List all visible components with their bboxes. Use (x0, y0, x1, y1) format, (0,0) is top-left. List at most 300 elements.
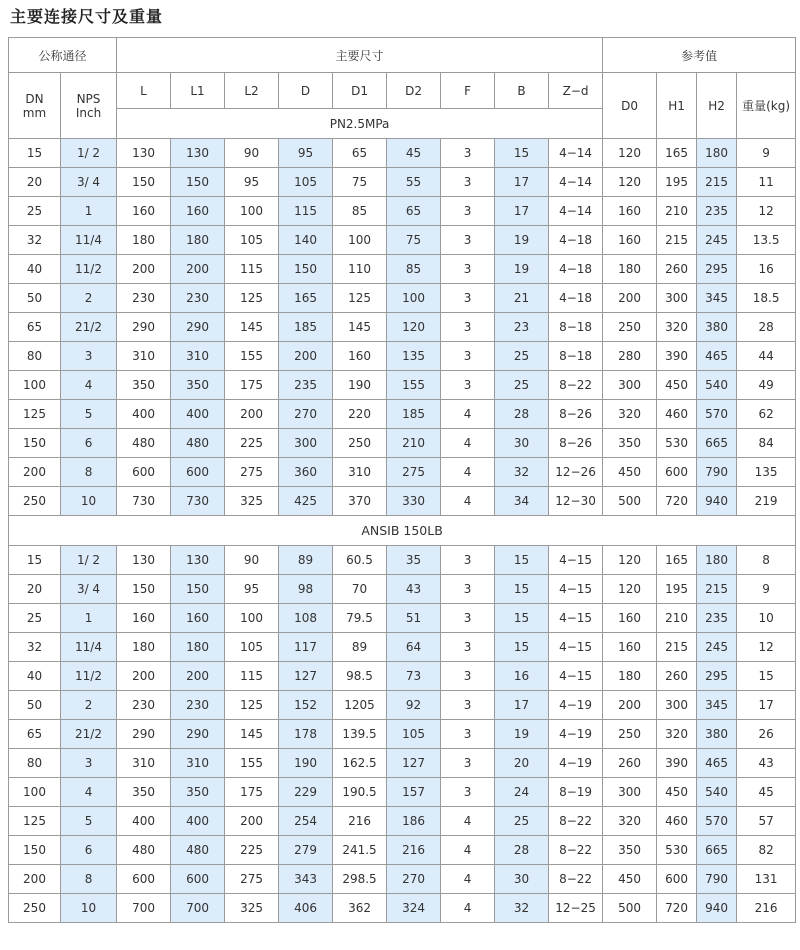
table-cell: 4 (441, 865, 495, 894)
table-cell: 310 (117, 749, 171, 778)
table-cell: 310 (171, 749, 225, 778)
table-cell: 11/2 (61, 255, 117, 284)
table-cell: 180 (603, 255, 657, 284)
table-cell: 8−26 (549, 429, 603, 458)
table-cell: 245 (697, 226, 737, 255)
table-cell: 130 (117, 546, 171, 575)
table-cell: 130 (117, 139, 171, 168)
table-cell: 139.5 (333, 720, 387, 749)
table-cell: 90 (225, 139, 279, 168)
table-cell: 400 (171, 807, 225, 836)
table-cell: 3 (441, 139, 495, 168)
table-cell: 100 (225, 604, 279, 633)
table-cell: 300 (603, 778, 657, 807)
table-cell: 4−14 (549, 139, 603, 168)
table-cell: 325 (225, 487, 279, 516)
table-cell: 80 (9, 749, 61, 778)
table-cell: 260 (657, 255, 697, 284)
table-cell: 460 (657, 400, 697, 429)
table-cell: 295 (697, 662, 737, 691)
table-cell: 55 (387, 168, 441, 197)
table-cell: 530 (657, 429, 697, 458)
table-cell: 95 (279, 139, 333, 168)
table-cell: 370 (333, 487, 387, 516)
table-cell: 290 (117, 313, 171, 342)
table-cell: 940 (697, 487, 737, 516)
table-row (9, 720, 796, 749)
table-cell: 11/2 (61, 662, 117, 691)
table-cell: 125 (333, 284, 387, 313)
table-cell: 540 (697, 778, 737, 807)
table-cell: 215 (657, 226, 697, 255)
table-cell: 40 (9, 662, 61, 691)
table-cell: 570 (697, 807, 737, 836)
table-cell: 4 (441, 458, 495, 487)
table-cell: 19 (495, 720, 549, 749)
table-cell: 10 (737, 604, 796, 633)
table-cell: 3 (441, 284, 495, 313)
table-cell: 100 (387, 284, 441, 313)
table-cell: 89 (333, 633, 387, 662)
table-cell: 600 (171, 458, 225, 487)
header-col: D0 (603, 73, 657, 139)
table-cell: 300 (279, 429, 333, 458)
table-cell: 310 (171, 342, 225, 371)
table-cell: 235 (697, 604, 737, 633)
table-cell: 75 (387, 226, 441, 255)
table-cell: 150 (171, 575, 225, 604)
table-cell: 345 (697, 284, 737, 313)
table-cell: 30 (495, 429, 549, 458)
table-cell: 26 (737, 720, 796, 749)
table-cell: 200 (603, 284, 657, 313)
table-cell: 65 (333, 139, 387, 168)
table-cell: 25 (495, 807, 549, 836)
table-cell: 216 (387, 836, 441, 865)
table-cell: 190 (279, 749, 333, 778)
table-row (9, 458, 796, 487)
table-cell: 12−26 (549, 458, 603, 487)
table-cell: 3 (441, 168, 495, 197)
table-cell: 57 (737, 807, 796, 836)
table-cell: 3 (441, 662, 495, 691)
table-cell: 230 (171, 284, 225, 313)
table-cell: 4−19 (549, 691, 603, 720)
table-row (9, 633, 796, 662)
table-cell: 500 (603, 894, 657, 923)
table-cell: 215 (657, 633, 697, 662)
table-cell: 17 (495, 691, 549, 720)
table-cell: 145 (333, 313, 387, 342)
table-cell: 1 (61, 197, 117, 226)
header-col: D (279, 73, 333, 109)
table-cell: 200 (603, 691, 657, 720)
table-cell: 152 (279, 691, 333, 720)
table-cell: 200 (171, 255, 225, 284)
table-cell: 175 (225, 778, 279, 807)
table-cell: 4−14 (549, 168, 603, 197)
table-cell: 25 (9, 197, 61, 226)
page-title: 主要连接尺寸及重量 (10, 7, 164, 26)
table-cell: 600 (117, 865, 171, 894)
table-cell: 117 (279, 633, 333, 662)
table-cell: 9 (737, 139, 796, 168)
table-cell: 11/4 (61, 633, 117, 662)
table-cell: 145 (225, 720, 279, 749)
table-cell: 210 (387, 429, 441, 458)
table-cell: 150 (9, 429, 61, 458)
table-cell: 40 (9, 255, 61, 284)
table-row (9, 575, 796, 604)
table-cell: 310 (117, 342, 171, 371)
table-cell: 45 (737, 778, 796, 807)
table-row (9, 400, 796, 429)
header-nps (61, 73, 117, 139)
table-cell: 3 (441, 313, 495, 342)
table-cell: 720 (657, 487, 697, 516)
header-dn (9, 73, 61, 139)
table-cell: 279 (279, 836, 333, 865)
table-cell: 600 (657, 865, 697, 894)
table-cell: 380 (697, 720, 737, 749)
table-row (9, 807, 796, 836)
header-dn-label: DN (25, 91, 44, 106)
table-cell: 245 (697, 633, 737, 662)
table-cell: 4 (441, 894, 495, 923)
table-cell: 3 (441, 575, 495, 604)
table-cell: 32 (9, 226, 61, 255)
table-cell: 2 (61, 691, 117, 720)
table-cell: 105 (225, 226, 279, 255)
table-cell: 450 (657, 371, 697, 400)
table-cell: 3 (441, 197, 495, 226)
table-cell: 500 (603, 487, 657, 516)
table-cell: 120 (387, 313, 441, 342)
table-cell: 219 (737, 487, 796, 516)
table-cell: 480 (171, 836, 225, 865)
table-cell: 235 (697, 197, 737, 226)
table-cell: 3 (441, 226, 495, 255)
table-cell: 180 (117, 226, 171, 255)
table-cell: 130 (171, 139, 225, 168)
table-cell: 32 (9, 633, 61, 662)
table-cell: 17 (495, 168, 549, 197)
table-cell: 165 (657, 546, 697, 575)
table-cell: 70 (333, 575, 387, 604)
header-reference-values: 参考值 (603, 38, 796, 73)
table-cell: 20 (9, 168, 61, 197)
table-cell: 400 (171, 400, 225, 429)
table-cell: 50 (9, 284, 61, 313)
table-cell: 480 (117, 836, 171, 865)
table-cell: 15 (495, 139, 549, 168)
table-cell: 17 (737, 691, 796, 720)
table-cell: 290 (117, 720, 171, 749)
table-cell: 360 (279, 458, 333, 487)
table-cell: 135 (387, 342, 441, 371)
table-cell: 465 (697, 749, 737, 778)
table-cell: 162.5 (333, 749, 387, 778)
table-cell: 700 (171, 894, 225, 923)
table-cell: 730 (171, 487, 225, 516)
dimension-table (8, 37, 796, 923)
table-cell: 350 (171, 371, 225, 400)
table-cell: 65 (9, 720, 61, 749)
table-cell: 6 (61, 836, 117, 865)
table-cell: 200 (225, 400, 279, 429)
table-cell: 25 (495, 371, 549, 400)
table-row (9, 604, 796, 633)
table-cell: 186 (387, 807, 441, 836)
table-cell: 4−15 (549, 575, 603, 604)
table-cell: 4 (441, 836, 495, 865)
table-cell: 120 (603, 575, 657, 604)
table-cell: 190.5 (333, 778, 387, 807)
table-cell: 3 (441, 255, 495, 284)
table-cell: 15 (9, 546, 61, 575)
table-cell: 21/2 (61, 720, 117, 749)
table-cell: 180 (697, 139, 737, 168)
table-cell: 390 (657, 749, 697, 778)
table-cell: 64 (387, 633, 441, 662)
table-cell: 180 (171, 226, 225, 255)
table-cell: 160 (333, 342, 387, 371)
table-row (9, 836, 796, 865)
table-cell: 4−18 (549, 255, 603, 284)
table-cell: 28 (495, 400, 549, 429)
table-cell: 60.5 (333, 546, 387, 575)
table-cell: 175 (225, 371, 279, 400)
table-cell: 20 (495, 749, 549, 778)
table-cell: 105 (225, 633, 279, 662)
table-cell: 115 (225, 255, 279, 284)
table-cell: 180 (117, 633, 171, 662)
table-cell: 4−15 (549, 633, 603, 662)
table-cell: 345 (697, 691, 737, 720)
table-cell: 330 (387, 487, 441, 516)
header-col: H1 (657, 73, 697, 139)
table-cell: 4−14 (549, 197, 603, 226)
table-cell: 150 (9, 836, 61, 865)
table-row (9, 139, 796, 168)
table-cell: 95 (225, 168, 279, 197)
table-cell: 425 (279, 487, 333, 516)
table-cell: 20 (9, 575, 61, 604)
table-cell: 8 (61, 458, 117, 487)
table-cell: 8−22 (549, 865, 603, 894)
table-cell: 6 (61, 429, 117, 458)
table-cell: 15 (495, 575, 549, 604)
table-cell: 3 (61, 749, 117, 778)
table-cell: 19 (495, 255, 549, 284)
table-cell: 275 (225, 458, 279, 487)
table-cell: 98 (279, 575, 333, 604)
table-cell: 465 (697, 342, 737, 371)
table-cell: 215 (697, 575, 737, 604)
table-cell: 4−15 (549, 604, 603, 633)
table-cell: 4−18 (549, 226, 603, 255)
header-col: L1 (171, 73, 225, 109)
table-row (9, 662, 796, 691)
table-cell: 195 (657, 575, 697, 604)
table-cell: 105 (387, 720, 441, 749)
table-cell: 100 (9, 778, 61, 807)
table-cell: 3 (61, 342, 117, 371)
table-cell: 270 (387, 865, 441, 894)
table-cell: 4 (441, 487, 495, 516)
table-cell: 250 (603, 313, 657, 342)
table-row (9, 778, 796, 807)
table-cell: 3 (441, 371, 495, 400)
table-cell: 34 (495, 487, 549, 516)
table-cell: 180 (697, 546, 737, 575)
table-cell: 8−18 (549, 313, 603, 342)
table-cell: 165 (657, 139, 697, 168)
table-cell: 300 (657, 691, 697, 720)
table-cell: 230 (117, 691, 171, 720)
table-cell: 8−22 (549, 836, 603, 865)
header-nominal-group: 公称通径 (9, 38, 117, 73)
table-cell: 8−19 (549, 778, 603, 807)
table-cell: 4 (441, 400, 495, 429)
table-cell: 115 (225, 662, 279, 691)
table-cell: 480 (117, 429, 171, 458)
table-cell: 9 (737, 575, 796, 604)
header-main-dimensions: 主要尺寸 (117, 38, 603, 73)
table-cell: 35 (387, 546, 441, 575)
table-cell: 160 (603, 226, 657, 255)
table-cell: 280 (603, 342, 657, 371)
table-row (9, 894, 796, 923)
table-cell: 325 (225, 894, 279, 923)
table-cell: 8−22 (549, 371, 603, 400)
table-cell: 790 (697, 458, 737, 487)
table-cell: 400 (117, 807, 171, 836)
header-nps-unit: Inch (75, 105, 102, 120)
table-cell: 350 (171, 778, 225, 807)
table-cell: 200 (225, 807, 279, 836)
table-cell: 229 (279, 778, 333, 807)
table-cell: 160 (603, 197, 657, 226)
table-cell: 21 (495, 284, 549, 313)
table-cell: 250 (9, 894, 61, 923)
table-cell: 460 (657, 807, 697, 836)
table-cell: 160 (171, 197, 225, 226)
table-cell: 12−30 (549, 487, 603, 516)
header-col: Z−d (549, 73, 603, 109)
table-cell: 115 (279, 197, 333, 226)
table-cell: 120 (603, 168, 657, 197)
table-cell: 4 (441, 429, 495, 458)
table-cell: 4 (61, 778, 117, 807)
table-cell: 324 (387, 894, 441, 923)
table-cell: 125 (225, 284, 279, 313)
table-cell: 290 (171, 720, 225, 749)
table-cell: 12−25 (549, 894, 603, 923)
section-label-pn: PN2.5MPa (117, 109, 603, 139)
table-cell: 1/ 2 (61, 546, 117, 575)
table-cell: 21/2 (61, 313, 117, 342)
table-cell: 120 (603, 139, 657, 168)
table-cell: 155 (225, 342, 279, 371)
table-cell: 3 (441, 633, 495, 662)
table-cell: 450 (603, 865, 657, 894)
table-cell: 300 (603, 371, 657, 400)
table-cell: 85 (333, 197, 387, 226)
table-cell: 225 (225, 836, 279, 865)
table-cell: 85 (387, 255, 441, 284)
table-cell: 210 (657, 197, 697, 226)
table-cell: 30 (495, 865, 549, 894)
table-cell: 2 (61, 284, 117, 313)
table-cell: 298.5 (333, 865, 387, 894)
table-cell: 3 (441, 546, 495, 575)
table-cell: 185 (387, 400, 441, 429)
table-row (9, 284, 796, 313)
table-cell: 15 (495, 633, 549, 662)
table-cell: 275 (225, 865, 279, 894)
table-cell: 11/4 (61, 226, 117, 255)
table-cell: 12 (737, 633, 796, 662)
table-cell: 180 (603, 662, 657, 691)
table-cell: 90 (225, 546, 279, 575)
section-row (9, 516, 796, 546)
table-cell: 28 (495, 836, 549, 865)
table-cell: 216 (333, 807, 387, 836)
table-cell: 295 (697, 255, 737, 284)
table-cell: 3 (441, 604, 495, 633)
table-cell: 160 (117, 197, 171, 226)
table-cell: 4−18 (549, 284, 603, 313)
table-cell: 3 (441, 691, 495, 720)
table-row (9, 371, 796, 400)
table-cell: 570 (697, 400, 737, 429)
table-cell: 180 (171, 633, 225, 662)
table-cell: 73 (387, 662, 441, 691)
table-cell: 19 (495, 226, 549, 255)
table-cell: 15 (495, 546, 549, 575)
table-cell: 100 (9, 371, 61, 400)
table-cell: 270 (279, 400, 333, 429)
table-cell: 450 (603, 458, 657, 487)
table-cell: 43 (387, 575, 441, 604)
table-cell: 15 (495, 604, 549, 633)
table-row (9, 168, 796, 197)
table-cell: 140 (279, 226, 333, 255)
table-cell: 210 (657, 604, 697, 633)
table-cell: 131 (737, 865, 796, 894)
table-cell: 5 (61, 807, 117, 836)
table-cell: 260 (603, 749, 657, 778)
table-cell: 32 (495, 894, 549, 923)
table-cell: 4−19 (549, 749, 603, 778)
table-cell: 600 (171, 865, 225, 894)
table-cell: 230 (117, 284, 171, 313)
table-cell: 250 (333, 429, 387, 458)
table-cell: 32 (495, 458, 549, 487)
table-cell: 190 (333, 371, 387, 400)
table-cell: 350 (603, 429, 657, 458)
table-cell: 28 (737, 313, 796, 342)
table-cell: 275 (387, 458, 441, 487)
table-cell: 600 (117, 458, 171, 487)
table-body (9, 139, 796, 923)
header-col: L (117, 73, 171, 109)
table-cell: 3 (441, 749, 495, 778)
table-cell: 940 (697, 894, 737, 923)
header-col: L2 (225, 73, 279, 109)
table-cell: 44 (737, 342, 796, 371)
